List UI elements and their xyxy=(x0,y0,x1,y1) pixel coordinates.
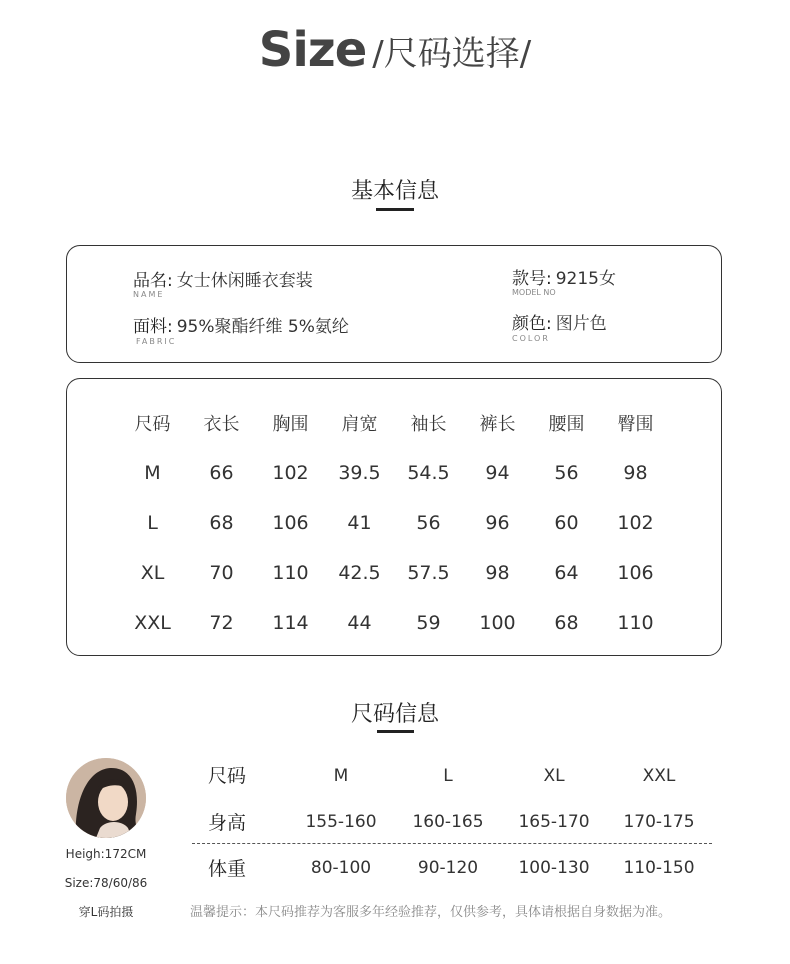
dashed-divider xyxy=(192,843,712,844)
weight-row-label: 体重 xyxy=(208,858,247,880)
info-model-no-value: 9215女 xyxy=(555,269,616,289)
size-table-cell: XL xyxy=(140,562,165,584)
size-table-cell: 60 xyxy=(554,512,579,534)
size-table-cell: 56 xyxy=(554,462,579,484)
model-height: Heigh:172CM xyxy=(65,847,147,861)
model-portrait-icon xyxy=(66,758,146,838)
height-row-label: 身高 xyxy=(208,812,247,834)
size-table-header: 裤长 xyxy=(479,414,516,435)
size-table-cell: 68 xyxy=(209,512,234,534)
info-fabric-en: FABRIC xyxy=(136,337,177,346)
size-table-cell: 98 xyxy=(623,462,648,484)
size-table-cell: 44 xyxy=(347,612,372,634)
size-table-cell: 70 xyxy=(209,562,234,584)
size-table-cell: 114 xyxy=(272,612,309,634)
weight-row-value: 110-150 xyxy=(623,858,695,878)
size-table-header: 尺码 xyxy=(134,414,171,435)
info-model-no xyxy=(512,264,616,289)
size-table-cell: 54.5 xyxy=(407,462,450,484)
size-table-cell: 68 xyxy=(554,612,579,634)
height-row-value: 155-160 xyxy=(305,812,377,832)
info-fabric xyxy=(133,312,349,337)
size-table-cell: 59 xyxy=(416,612,441,634)
size-table-cell: 102 xyxy=(617,512,654,534)
title-subtitle: /尺码选择/ xyxy=(372,33,532,74)
size-table-cell: 64 xyxy=(554,562,579,584)
size-table-cell: 57.5 xyxy=(407,562,450,584)
size-table-header: 衣长 xyxy=(203,414,240,435)
size-table-cell: 106 xyxy=(272,512,309,534)
weight-row-value: 90-120 xyxy=(417,858,479,878)
size-table-header: 肩宽 xyxy=(341,414,378,435)
info-name-value: 女士休闲睡衣套装 xyxy=(176,271,313,291)
size-table-cell: 94 xyxy=(485,462,510,484)
size-row-value: XXL xyxy=(642,766,676,786)
size-table-cell: 98 xyxy=(485,562,510,584)
info-name-en: NAME xyxy=(133,290,165,299)
size-table-cell: 106 xyxy=(617,562,654,584)
size-table-cell: 42.5 xyxy=(338,562,381,584)
size-table xyxy=(118,398,670,648)
size-table-header-row xyxy=(118,398,670,448)
size-table-cell: M xyxy=(144,462,161,484)
model-wear: 穿L码拍摄 xyxy=(78,905,134,919)
page-title xyxy=(0,22,790,78)
height-row-value: 170-175 xyxy=(623,812,695,832)
size-table-header: 胸围 xyxy=(272,414,309,435)
info-model-no-en: MODEL NO xyxy=(512,288,556,297)
info-color-label: 颜色: xyxy=(512,314,552,334)
basic-info-underline xyxy=(376,208,414,211)
size-table-cell: 66 xyxy=(209,462,234,484)
size-table-cell: 102 xyxy=(272,462,309,484)
height-row-value: 160-165 xyxy=(412,812,484,832)
size-table-cell: 110 xyxy=(617,612,654,634)
info-name xyxy=(133,266,313,291)
size-table-cell: 110 xyxy=(272,562,309,584)
size-table-row xyxy=(118,548,670,598)
size-table-cell: 56 xyxy=(416,512,441,534)
size-table-cell: 100 xyxy=(479,612,516,634)
info-fabric-label: 面料: xyxy=(133,317,173,337)
size-row-value: L xyxy=(443,766,453,786)
size-info-underline xyxy=(377,730,414,733)
model-avatar xyxy=(66,758,146,838)
size-table-header: 腰围 xyxy=(548,414,585,435)
info-model-no-label: 款号: xyxy=(512,269,552,289)
basic-info-title: 基本信息 xyxy=(350,179,439,204)
size-table-header: 袖长 xyxy=(410,414,447,435)
height-row-value: 165-170 xyxy=(518,812,590,832)
size-info-title: 尺码信息 xyxy=(350,702,439,727)
info-fabric-value: 95%聚酯纤维 5%氨纶 xyxy=(176,317,349,337)
size-table-cell: 41 xyxy=(347,512,372,534)
size-row-value: XL xyxy=(543,766,565,786)
size-table-cell: XXL xyxy=(134,612,171,634)
weight-row-value: 80-100 xyxy=(310,858,372,878)
model-size: Size:78/60/86 xyxy=(64,876,148,890)
size-table-row xyxy=(118,498,670,548)
size-table-row xyxy=(118,448,670,498)
size-table-cell: 72 xyxy=(209,612,234,634)
info-name-label: 品名: xyxy=(133,271,173,291)
info-color xyxy=(512,309,607,334)
weight-row-value: 100-130 xyxy=(518,858,590,878)
title-size-word: Size xyxy=(258,22,367,78)
info-color-en: COLOR xyxy=(512,334,550,343)
size-row-value: M xyxy=(333,766,349,786)
size-table-cell: L xyxy=(147,512,158,534)
size-tip: 温馨提示：本尺码推荐为客服多年经验推荐，仅供参考，具体请根据自身数据为准。 xyxy=(190,905,672,920)
size-table-cell: 39.5 xyxy=(338,462,381,484)
size-table-row xyxy=(118,598,670,648)
size-table-header: 臀围 xyxy=(617,414,654,435)
size-row-label: 尺码 xyxy=(208,765,247,787)
info-color-value: 图片色 xyxy=(555,314,607,334)
size-table-cell: 96 xyxy=(485,512,510,534)
